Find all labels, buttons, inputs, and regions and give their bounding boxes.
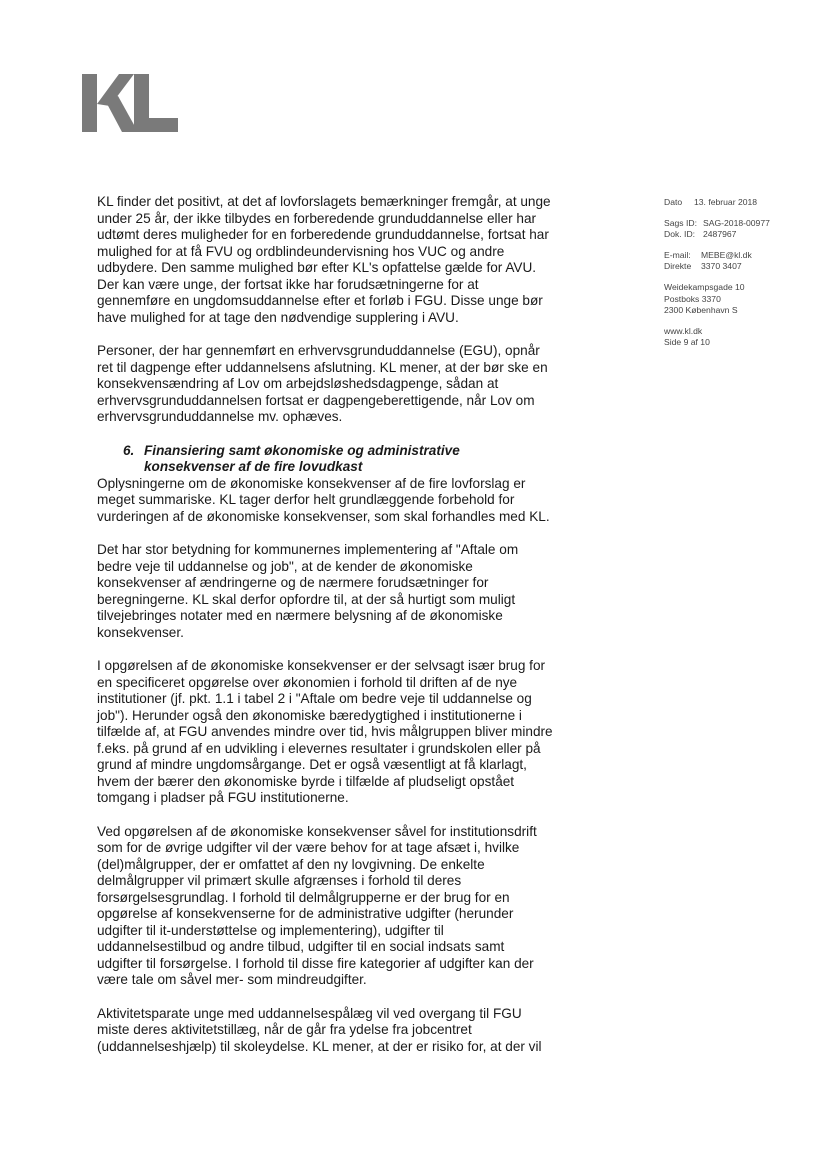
paragraph: KL finder det positivt, at det af lovforslagets bemærkninger fremgår, at unge under 25 år, der ikke tilbydes en forberedende grunduddannelse eller har udtømt deres muligheder for en forberedende grunduddannelse, fortsat har mulighed for at få FVU og ordblindeundervisning hos VUC og andre udbydere. Den samme mulighed bør efter KL's opfattelse gælde for AVU. Der kan være unge, der fortsat ikke har forudsætningerne for at gennemføre en ungdomsuddannelse efter et forløb i FGU. Disse unge bør have mulighed for at tage den nødvendige supplering i AVU. [97, 194, 551, 325]
address-line: 2300 København S [664, 305, 738, 316]
letter-meta [664, 197, 804, 358]
doc-id-label: Dok. ID: [664, 229, 696, 240]
date-value: 13. februar 2018 [694, 197, 758, 207]
paragraph: Personer, der har gennemført en erhvervsgrunduddannelse (EGU), opnår ret til dagpenge efter uddannelsens afslutning. KL mener, at der bør ske en konsekvensændring af Lov om arbejdsløshedsdagpenge, sådan at erhvervsgrunduddannelsen fortsat er dagpengeberettigende, når Lov om erhvervsgrunduddannelse mv. ophæves. [97, 343, 548, 424]
case-id-label: Sags ID: [664, 217, 697, 228]
doc-id-value: 2487967 [703, 229, 737, 240]
page-number: Side 9 af 10 [664, 337, 710, 348]
paragraph: Ved opgørelsen af de økonomiske konsekvenser såvel for institutionsdrift som for de øvrige udgifter vil der være behov for at tage afsæt i, hvilke (del)målgrupper, der er omfattet af den ny lovgivning. De enkelte delmålgrupper vil primært skulle afgrænses i forhold til deres forsørgelsesgrundlag. I forhold til delmålgrupperne er der brug for en opgørelse af konsekvenserne for de administrative udgifter (herunder udgifter til it-understøttelse og implementering), udgifter til uddannelsestilbud og andre tilbud, udgifter til en social indsats samt udgifter til forsørgelse. I forhold til disse fire kategorier af udgifter kan der være tale om såvel mer- som mindreudgifter. [97, 823, 537, 987]
address-line: Postboks 3370 [664, 293, 721, 304]
email-label: E-mail: [664, 249, 691, 260]
direct-value: 3370 3407 [701, 261, 742, 272]
paragraph: Oplysningerne om de økonomiske konsekvenser af de fire lovforslag er meget summariske. KL tager derfor helt grundlæggende forbehold for vurderingen af de økonomiske konsekvenser, som skal forhandles med KL. [97, 475, 550, 524]
kl-logo [82, 74, 178, 132]
case-id-value: SAG-2018-00977 [703, 217, 770, 228]
paragraph: Aktivitetsparate unge med uddannelsespålæg vil ved overgang til FGU miste deres aktivitetstillæg, når de går fra ydelse fra jobcentret (uddannelseshjælp) til skoleydelse. KL mener, at der er risiko for, at der vil [97, 1005, 542, 1054]
contact-group [664, 250, 804, 273]
email-value: MEBE@kl.dk [701, 249, 752, 260]
date-group [664, 197, 804, 209]
section-number: 6. [123, 442, 135, 458]
address-line: Weidekampsgade 10 [664, 281, 745, 292]
paragraph: I opgørelsen af de økonomiske konsekvenser er der selvsagt især brug for en specificeret opgørelse over økonomien i forhold til driften af de nye institutioner (jf. pkt. 1.1 i tabel 2 i "Aftale om bedre veje til uddannelse og job"). Herunder også den økonomiske bæredygtighed i institutionerne i tilfælde af, at FGU anvendes mindre over tid, hvis målgruppen bliver mindre f.eks. på grund af en udvikling i elevernes resultater i grundskolen eller på grund af mindre ungdomsårgange. Det er også væsentligt at få klarlagt, hvem der bærer den økonomiske byrde i tilfælde af pludseligt opstået tomgang i pladser på FGU institutionerne. [97, 658, 553, 805]
direct-label: Direkte [664, 261, 692, 272]
website: www.kl.dk [664, 325, 703, 336]
web-group [664, 326, 804, 349]
section-title: Finansiering samt økonomiske og administrative konsekvenser af de fire lovudkast [144, 442, 460, 474]
paragraph: Det har stor betydning for kommunernes implementering af "Aftale om bedre veje til uddannelse og job", at de kender de økonomiske konsekvenser af ændringerne og de nærmere forudsætninger for beregningerne. KL skal derfor opfordre til, at der så hurtigt som muligt tilvejebringes notater med en nærmere belysning af de økonomiske konsekvenser. [97, 542, 519, 640]
id-group [664, 218, 804, 241]
address-group [664, 282, 804, 317]
date-label: Dato [664, 197, 683, 207]
section-heading [97, 443, 553, 476]
kl-logo-icon [82, 74, 178, 132]
letter-body [97, 194, 553, 1072]
